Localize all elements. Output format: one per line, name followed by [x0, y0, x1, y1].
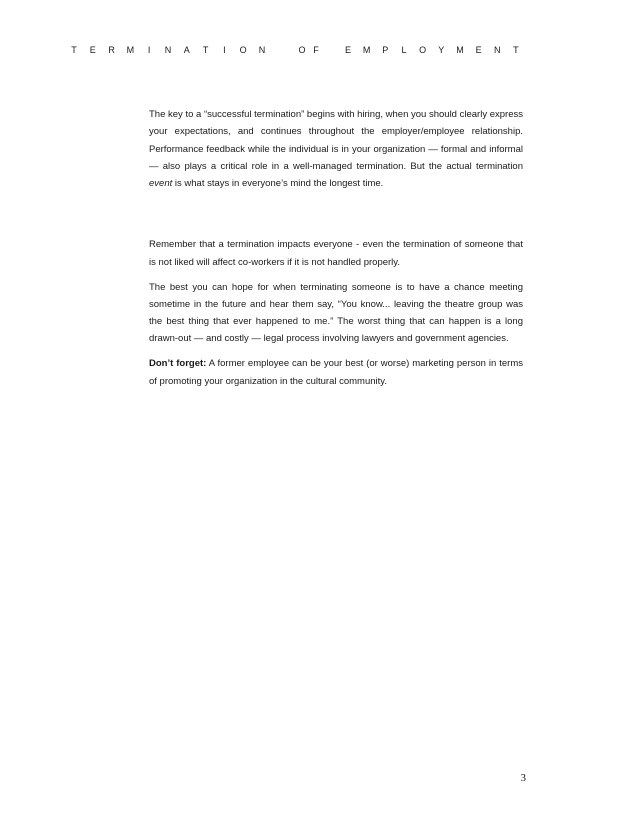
- header-letter: A: [183, 45, 190, 55]
- header-word-termination: [70, 44, 266, 56]
- body-text: [149, 106, 523, 390]
- header-letter: R: [108, 45, 115, 55]
- paragraph-best-and-worst: The best you can hope for when terminating someone is to have a chance meeting sometime in the future and hear them say, “You know... leaving the theatre group was the best thing that ever happened to me.” The worst thing that can happen is a long drawn-out — and costly — legal process involving lawyers and government agencies.: [149, 281, 523, 345]
- header-letter: N: [258, 45, 266, 55]
- header-letter: E: [344, 45, 351, 55]
- header-letter: L: [401, 45, 407, 55]
- header-letter: E: [89, 45, 96, 55]
- header-letter: Y: [438, 45, 445, 55]
- header-letter: M: [126, 45, 135, 55]
- header-letter: N: [494, 45, 501, 55]
- header-letter: O: [298, 45, 306, 55]
- header-letter: M: [362, 45, 371, 55]
- paragraph-text: is what stays in everyone’s mind the longest time.: [172, 178, 384, 190]
- dont-forget-label: Don’t forget:: [149, 358, 207, 370]
- header-word-of: [298, 44, 320, 56]
- header-letter: T: [202, 45, 209, 55]
- paragraph-impacts-everyone: Remember that a termination impacts everyone - even the termination of someone that is not liked will affect co-workers if it is not handled properly.: [149, 239, 523, 268]
- emphasized-word: event: [149, 178, 173, 190]
- header-letter: O: [419, 45, 427, 55]
- header-letter: I: [147, 45, 151, 55]
- header-letter: T: [71, 45, 77, 55]
- header-letter: F: [313, 45, 319, 55]
- header-letter: I: [223, 45, 226, 55]
- header-letter: M: [456, 45, 464, 55]
- header-word-employment: [344, 44, 520, 56]
- paragraph-text: A former employee can be your best (or worse) marketing person in terms of promoting your organization in the cultural community.: [149, 358, 523, 387]
- paragraph-successful-termination: [149, 106, 523, 192]
- page-number: 3: [520, 772, 526, 784]
- header-letter: T: [513, 45, 519, 55]
- paragraph-text: The key to a “successful termination” begins with hiring, when you should clearly express your expectations, and continues throughout the employer/employee relationship. Performance feedback while the individual is in your organization — formal and informal — also plays a critical role in a well-managed termination. But the actual termination: [149, 109, 523, 172]
- header-letter: N: [164, 45, 172, 55]
- header-letter: E: [475, 45, 482, 55]
- paragraph-dont-forget: [149, 355, 523, 390]
- header-letter: P: [382, 45, 389, 55]
- header-letter: O: [239, 45, 247, 55]
